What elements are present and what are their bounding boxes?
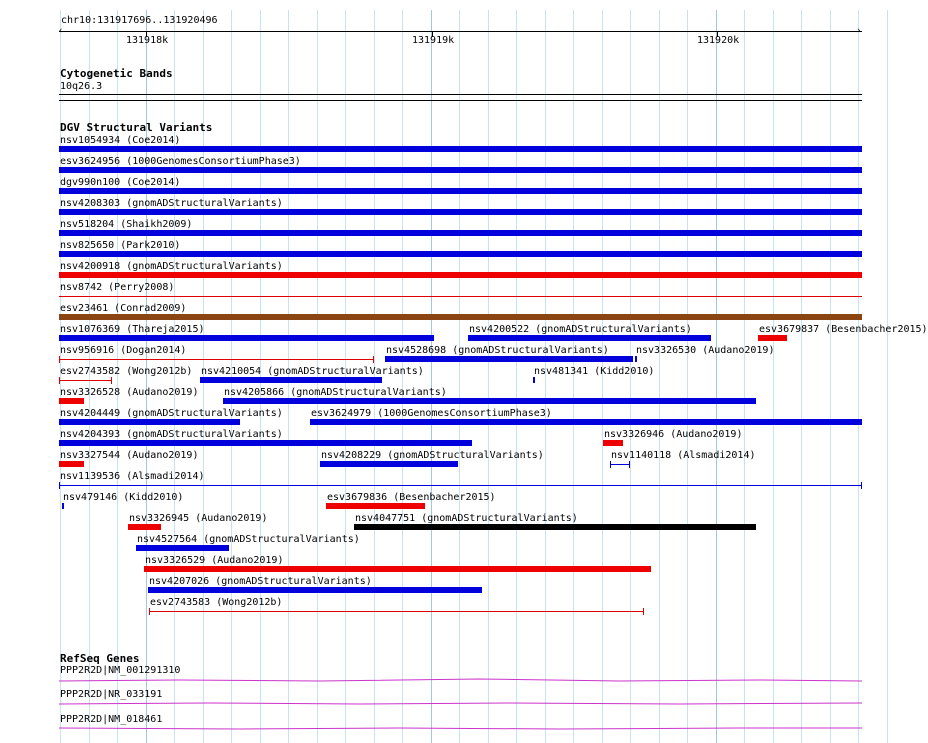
feature-bar[interactable] bbox=[128, 524, 161, 530]
feature-bar[interactable] bbox=[603, 440, 623, 446]
ruler-right-arrow-icon: › bbox=[856, 26, 862, 36]
feature-bar[interactable] bbox=[59, 146, 862, 152]
feature-bar[interactable] bbox=[136, 545, 229, 551]
feature-end-cap bbox=[111, 377, 112, 384]
gridline bbox=[488, 10, 489, 743]
feature-label[interactable]: nsv481341 (Kidd2010) bbox=[534, 366, 655, 377]
feature-bar[interactable] bbox=[59, 335, 434, 341]
gridline bbox=[744, 10, 745, 743]
gridline bbox=[773, 10, 774, 743]
feature-label[interactable]: nsv1139536 (Alsmadi2014) bbox=[60, 471, 205, 482]
gene-label[interactable]: PPP2R2D|NM_001291310 bbox=[60, 665, 181, 676]
feature-label[interactable]: nsv4200522 (gnomADStructuralVariants) bbox=[469, 324, 692, 335]
feature-end-cap bbox=[59, 377, 60, 384]
feature-bar[interactable] bbox=[59, 314, 862, 320]
feature-bar[interactable] bbox=[635, 356, 637, 362]
feature-bar[interactable] bbox=[59, 398, 84, 404]
feature-bar[interactable] bbox=[354, 524, 755, 530]
gene-model[interactable] bbox=[59, 677, 862, 683]
feature-label[interactable]: nsv479146 (Kidd2010) bbox=[63, 492, 184, 503]
feature-bar[interactable] bbox=[59, 251, 862, 257]
feature-bar[interactable] bbox=[144, 566, 652, 572]
feature-label[interactable]: nsv1140118 (Alsmadi2014) bbox=[611, 450, 756, 461]
feature-label[interactable]: nsv4208303 (gnomADStructuralVariants) bbox=[60, 198, 283, 209]
feature-bar[interactable] bbox=[200, 377, 383, 383]
gridline bbox=[459, 10, 460, 743]
feature-label[interactable]: esv3679837 (Besenbacher2015) bbox=[759, 324, 928, 335]
feature-bar[interactable] bbox=[59, 188, 862, 194]
feature-line[interactable] bbox=[59, 359, 374, 360]
feature-bar[interactable] bbox=[59, 419, 240, 425]
feature-end-cap bbox=[59, 482, 60, 489]
feature-label[interactable]: nsv4208229 (gnomADStructuralVariants) bbox=[321, 450, 544, 461]
feature-label[interactable]: esv3624979 (1000GenomesConsortiumPhase3) bbox=[311, 408, 552, 419]
gridline bbox=[887, 10, 888, 743]
feature-bar[interactable] bbox=[533, 377, 535, 383]
feature-label[interactable]: nsv4204449 (gnomADStructuralVariants) bbox=[60, 408, 283, 419]
cytoband-bar-top bbox=[59, 94, 862, 95]
feature-bar[interactable] bbox=[59, 230, 862, 236]
gridline bbox=[801, 10, 802, 743]
feature-bar[interactable] bbox=[59, 440, 472, 446]
cytoband-label: 10q26.3 bbox=[60, 81, 103, 92]
feature-bar[interactable] bbox=[59, 167, 862, 173]
gridline bbox=[856, 10, 862, 743]
feature-label[interactable]: nsv4047751 (gnomADStructuralVariants) bbox=[355, 513, 578, 524]
feature-line[interactable] bbox=[610, 464, 630, 465]
feature-bar[interactable] bbox=[468, 335, 711, 341]
ruler-tick-label: 131919k bbox=[412, 35, 455, 46]
gene-model[interactable] bbox=[59, 725, 862, 731]
feature-end-cap bbox=[373, 356, 374, 363]
gene-model[interactable] bbox=[59, 700, 862, 706]
feature-bar[interactable] bbox=[385, 356, 634, 362]
feature-bar[interactable] bbox=[148, 587, 482, 593]
feature-bar[interactable] bbox=[758, 335, 787, 341]
feature-end-cap bbox=[861, 482, 862, 489]
feature-label[interactable]: nsv4210054 (gnomADStructuralVariants) bbox=[201, 366, 424, 377]
feature-bar[interactable] bbox=[223, 398, 756, 404]
feature-label[interactable]: nsv3327544 (Audano2019) bbox=[60, 450, 199, 461]
gridline bbox=[431, 10, 432, 743]
feature-label[interactable]: nsv4528698 (gnomADStructuralVariants) bbox=[386, 345, 609, 356]
feature-end-cap bbox=[149, 608, 150, 615]
feature-label[interactable]: esv3679836 (Besenbacher2015) bbox=[327, 492, 496, 503]
cytoband-track-title[interactable]: Cytogenetic Bands bbox=[60, 67, 173, 80]
gene-label[interactable]: PPP2R2D|NM_018461 bbox=[60, 714, 163, 725]
feature-label[interactable]: nsv4200918 (gnomADStructuralVariants) bbox=[60, 261, 283, 272]
feature-end-cap bbox=[643, 608, 644, 615]
feature-bar[interactable] bbox=[59, 461, 84, 467]
feature-line[interactable] bbox=[59, 296, 862, 297]
feature-label[interactable]: nsv3326530 (Audano2019) bbox=[636, 345, 775, 356]
feature-label[interactable]: nsv825650 (Park2010) bbox=[60, 240, 181, 251]
feature-bar[interactable] bbox=[320, 461, 458, 467]
feature-label[interactable]: nsv8742 (Perry2008) bbox=[60, 282, 175, 293]
feature-bar[interactable] bbox=[59, 272, 862, 278]
feature-label[interactable]: nsv4527564 (gnomADStructuralVariants) bbox=[137, 534, 360, 545]
feature-label[interactable]: nsv4204393 (gnomADStructuralVariants) bbox=[60, 429, 283, 440]
cytoband-bar-bottom bbox=[59, 100, 862, 101]
feature-label[interactable]: dgv990n100 (Coe2014) bbox=[60, 177, 181, 188]
feature-line[interactable] bbox=[149, 611, 644, 612]
gridline bbox=[716, 10, 717, 743]
feature-label[interactable]: nsv3326946 (Audano2019) bbox=[604, 429, 743, 440]
location-label: chr10:131917696..131920496 bbox=[61, 15, 218, 26]
feature-end-cap bbox=[610, 461, 611, 468]
feature-bar[interactable] bbox=[59, 209, 862, 215]
ruler-axis[interactable] bbox=[59, 31, 862, 32]
gridline bbox=[659, 10, 660, 743]
feature-bar[interactable] bbox=[326, 503, 425, 509]
feature-line[interactable] bbox=[59, 485, 862, 486]
ruler-tick-label: 131918k bbox=[126, 35, 169, 46]
gridline bbox=[516, 10, 517, 743]
feature-label[interactable]: nsv4205866 (gnomADStructuralVariants) bbox=[224, 387, 447, 398]
feature-label[interactable]: nsv4207026 (gnomADStructuralVariants) bbox=[149, 576, 372, 587]
feature-label[interactable]: nsv3326529 (Audano2019) bbox=[145, 555, 284, 566]
feature-label[interactable]: nsv956916 (Dogan2014) bbox=[60, 345, 187, 356]
ruler-left-arrow-icon: ‹ bbox=[58, 26, 64, 36]
gene-label[interactable]: PPP2R2D|NR_033191 bbox=[60, 689, 163, 700]
gridline bbox=[830, 10, 831, 743]
gridline bbox=[687, 10, 688, 743]
feature-bar[interactable] bbox=[310, 419, 862, 425]
ruler-tick-label: 131920k bbox=[697, 35, 740, 46]
dgv-track-title[interactable]: DGV Structural Variants bbox=[60, 121, 213, 134]
feature-label[interactable]: esv2743582 (Wong2012b) bbox=[60, 366, 193, 377]
refseq-track-title[interactable]: RefSeq Genes bbox=[60, 652, 140, 665]
feature-end-cap bbox=[59, 356, 60, 363]
feature-label[interactable]: nsv1076369 (Thareja2015) bbox=[60, 324, 205, 335]
feature-end-cap bbox=[629, 461, 630, 468]
feature-label[interactable]: esv3624956 (1000GenomesConsortiumPhase3) bbox=[60, 156, 301, 167]
feature-label[interactable]: nsv518204 (Shaikh2009) bbox=[60, 219, 193, 230]
feature-label[interactable]: esv23461 (Conrad2009) bbox=[60, 303, 187, 314]
feature-line[interactable] bbox=[59, 380, 112, 381]
feature-label[interactable]: nsv3326528 (Audano2019) bbox=[60, 387, 199, 398]
feature-label[interactable]: esv2743583 (Wong2012b) bbox=[150, 597, 283, 608]
feature-label[interactable]: nsv3326945 (Audano2019) bbox=[129, 513, 268, 524]
feature-bar[interactable] bbox=[62, 503, 64, 509]
feature-label[interactable]: nsv1054934 (Coe2014) bbox=[60, 135, 181, 146]
